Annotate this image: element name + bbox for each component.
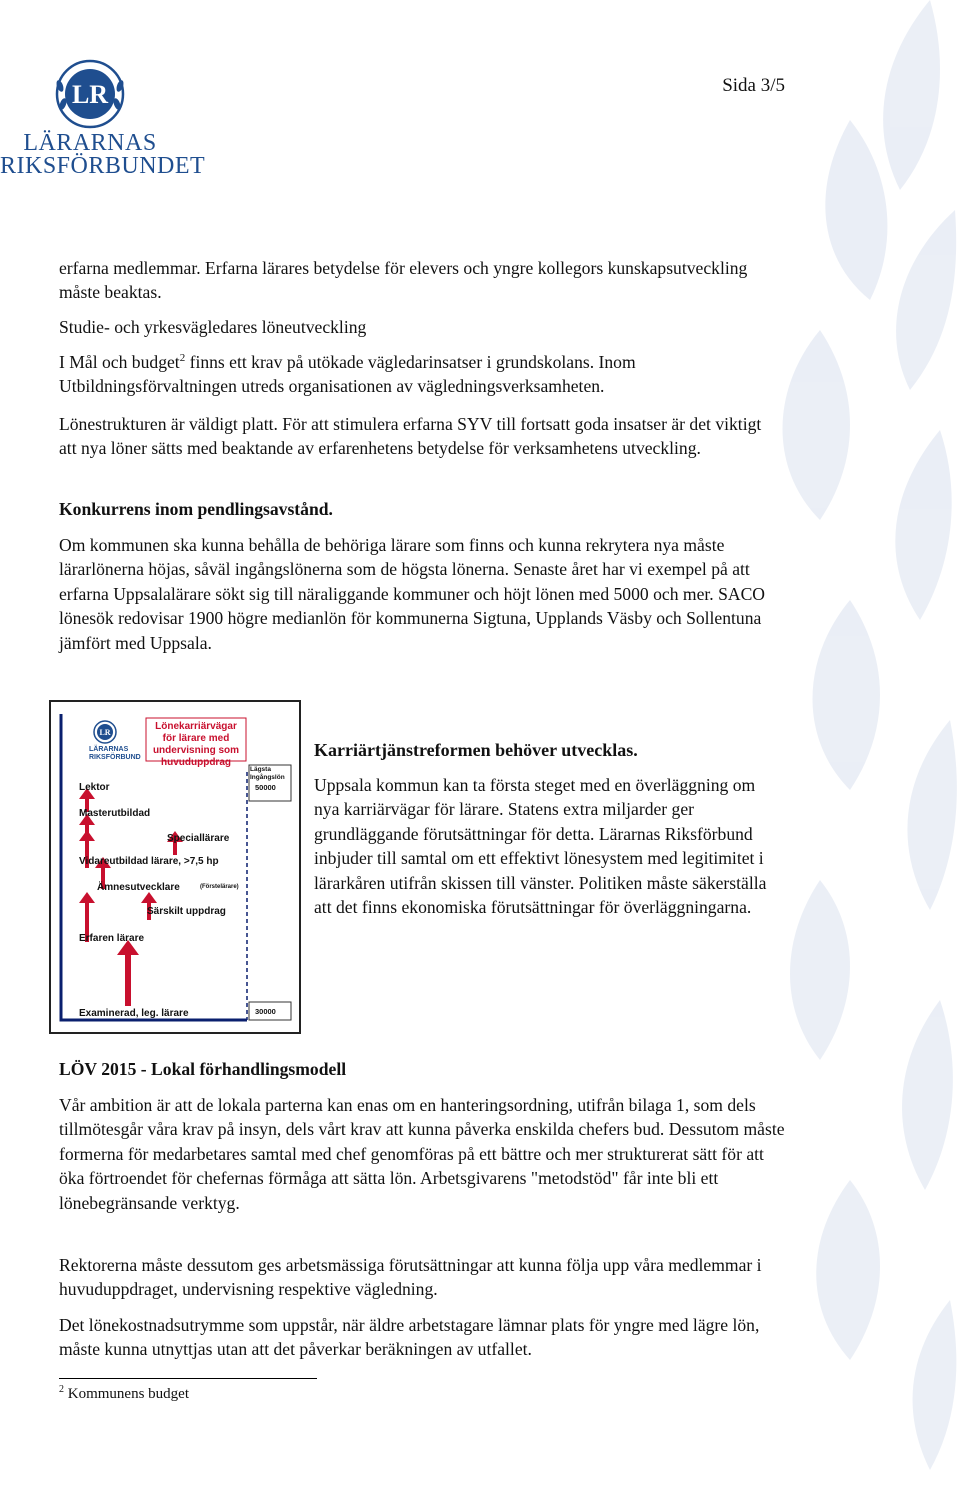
level-sarskilt: Särskilt uppdrag [147, 906, 226, 917]
paragraph-4: Om kommunen ska kunna behålla de behöriga lärare som finns och kunna rekrytera nya måste lärarlönerna höjas, såväl ingångslönerna som de högsta lönerna. Senaste året har vi exempel på att erfarna Uppsalalärare sökt sig till näraliggande kommuner och höjt lönen med 5000 och mer. SACO lönesök redovisar 1900 högre medianlön för kommunerna Sigtuna, Upplands Väsby och Sollentuna jämfört med Uppsala. [59, 535, 766, 653]
level-forstelarare: (Förstelärare) [200, 884, 239, 890]
footnote-number: 2 [59, 1384, 64, 1395]
heading-konkurrens: Konkurrens inom pendlingsavstånd. [59, 499, 333, 519]
level-examinerad: Examinerad, leg. lärare [79, 1008, 189, 1019]
paragraph-3: Lönestrukturen är väldigt platt. För att stimulera erfarna SYV till fortsatt goda insatser är det viktigt att nya löner sätts med beaktande av erfarenhetens betydelse för verksamhetens utveckling. [59, 414, 762, 459]
paragraph-1: erfarna medlemmar. Erfarna lärares betydelse för elevers och yngre kollegors kunskapsutveckling måste beaktas. [59, 258, 748, 303]
level-amnesutvecklare: Ämnesutvecklare [97, 882, 180, 893]
level-speciallarare: Speciallärare [167, 833, 230, 844]
figure-logo-line-2: RIKSFÖRBUND [89, 754, 141, 761]
paragraph-2-start: I Mål och budget [59, 352, 180, 372]
level-lektor: Lektor [79, 782, 110, 793]
figure-logo-line-1: LÄRARNAS [89, 746, 129, 753]
svg-text:LR: LR [71, 80, 109, 109]
page-number: Sida 3/5 [722, 75, 785, 96]
figure-logo-text [89, 746, 141, 762]
level-masterutbildad: Masterutbildad [79, 808, 151, 819]
paragraph-2 [59, 350, 779, 399]
footnote-divider [59, 1378, 317, 1379]
salary-top: 50000 [255, 783, 276, 792]
career-arrows [79, 788, 183, 1006]
level-erfaren: Erfaren lärare [79, 933, 145, 944]
figure-logo-icon [94, 721, 116, 743]
career-path-figure [49, 700, 301, 1034]
heading-lov: LÖV 2015 - Lokal förhandlingsmodell [59, 1059, 347, 1079]
figure-title: Lönekarriärvägar för lärare med undervisning som huvuduppdrag [152, 721, 240, 768]
paragraph-8: Det lönekostnadsutrymme som uppstår, när äldre arbetstagare lämnar plats för yngre med lägre lön, måste kunna utnyttjas utan att det påverkar beräkningen av utfallet. [59, 1315, 760, 1360]
logo-line-1: LÄRARNAS [23, 130, 157, 156]
logo-wordmark [0, 130, 206, 179]
paragraph-7: Rektorerna måste dessutom ges arbetsmässiga förutsättningar att kunna följa upp våra medlemmar i huvuduppdraget, undervisning respektive vägledning. [59, 1255, 762, 1300]
footnote [59, 1386, 189, 1403]
heading-syv: Studie- och yrkesvägledares löneutveckling [59, 317, 367, 337]
level-vidareutbildad: Vidareutbildad lärare, >7,5 hp [79, 856, 219, 867]
salary-bottom: 30000 [255, 1007, 276, 1016]
paragraph-5: Uppsala kommun kan ta första steget med en överläggning om nya karriärvägar för lärare. Statens extra miljarder ger grundläggande förutsättningar för detta. Lärarnas Riksförbund inbjuder till samtal om ett effektivt lönesystem med legitimitet i lärarkåren utifrån skissen till vänster. Politiken måste säkerställa att det finns ekonomiska förutsättningar för överläggningarna. [314, 775, 767, 918]
logo-line-2: RIKSFÖRBUNDET [0, 153, 206, 179]
heading-karriar: Karriärtjänstreformen behöver utvecklas. [314, 740, 638, 760]
footnote-text: Kommunens budget [67, 1386, 189, 1402]
footnote-ref: 2 [179, 352, 186, 365]
paragraph-6: Vår ambition är att de lokala parterna kan enas om en hanteringsordning, utifrån bilaga 1, som dels tillmötesgår våra krav på insyn, dels vårt krav att kunna påverka enskilda chefers bud. Dessutom måste formerna för medarbetares samtal med chef genomföras på ett bättre och mer strukturerat sätt för att öka förtroendet för chefernas förmåga att sätta lön. Arbetsgivarens "metodstöd" får inte bli ett lönebegränsande verktyg. [59, 1095, 785, 1213]
svg-text:LR: LR [99, 728, 111, 737]
paragraph-2-rest: finns ett krav på utökade vägledarinsatser i grundskolans. Inom Utbildningsförvaltningen utreds organisationen av vägledningsverksamheten. [59, 352, 636, 397]
salary-box-label: Lägsta Ingångslön [250, 766, 285, 781]
